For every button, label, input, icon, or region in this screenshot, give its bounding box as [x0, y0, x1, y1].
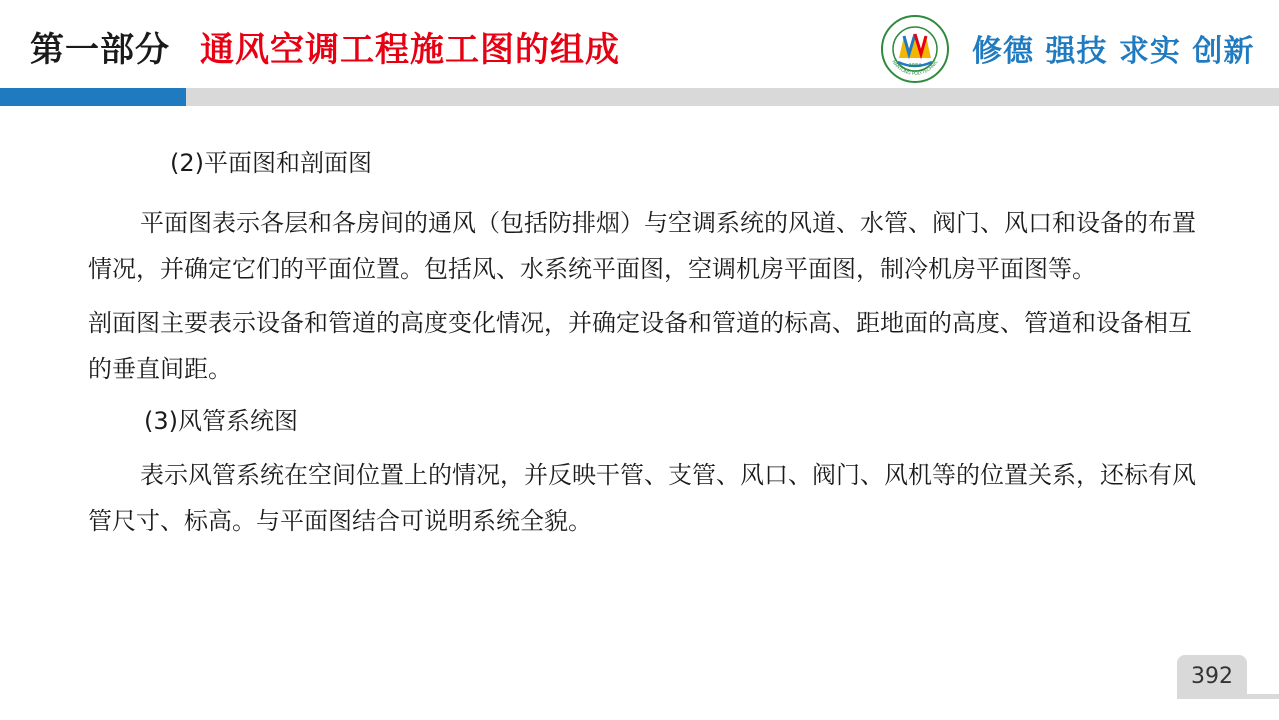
page-number: 392 — [1177, 655, 1247, 699]
logo-year: 1984 — [908, 63, 922, 69]
header-bar-accent — [0, 88, 186, 106]
paragraph-plan: 平面图表示各层和各房间的通风（包括防排烟）与空调系统的风道、水管、阀门、风口和设备的布置情况，并确定它们的平面位置。包括风、水系统平面图，空调机房平面图，制冷机房平面图等。 — [88, 209, 1196, 283]
heading-plan-section: (2)平面图和剖面图 — [170, 149, 372, 177]
school-motto: 修德 强技 求实 创新 — [972, 34, 1255, 69]
header-bar — [186, 88, 1279, 106]
school-emblem-icon — [880, 14, 950, 84]
part-label: 第一部分 — [30, 30, 170, 70]
slide-body — [88, 140, 1210, 544]
logo-ring-text: NANTONG POLYTECHNIC — [890, 59, 940, 77]
footer-line — [1247, 694, 1279, 699]
heading-duct-system: (3)风管系统图 — [144, 407, 298, 435]
slide-header — [0, 0, 1279, 88]
slide-title: 通风空调工程施工图的组成 — [200, 30, 620, 70]
paragraph-duct: 表示风管系统在空间位置上的情况，并反映干管、支管、风口、阀门、风机等的位置关系，还标有风管尺寸、标高。与平面图结合可说明系统全貌。 — [88, 461, 1196, 535]
paragraph-section: 剖面图主要表示设备和管道的高度变化情况，并确定设备和管道的标高、距地面的高度、管道和设备相互的垂直间距。 — [88, 309, 1192, 383]
